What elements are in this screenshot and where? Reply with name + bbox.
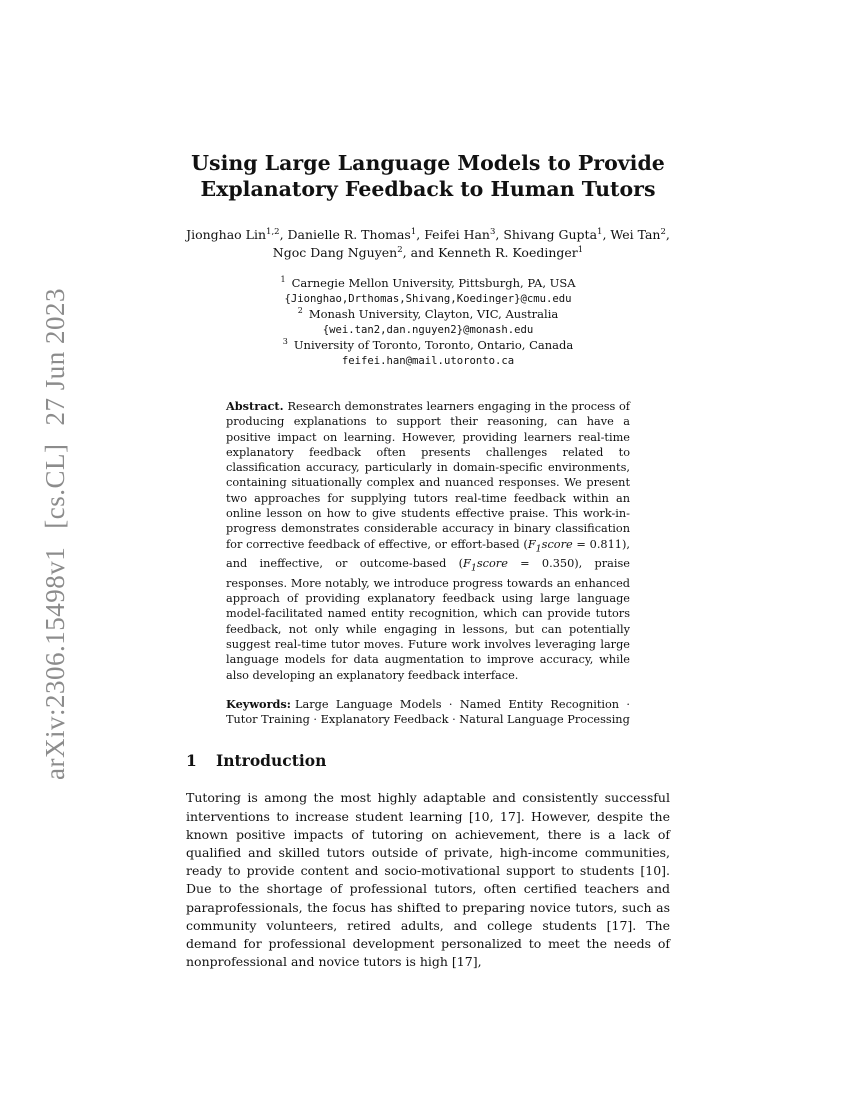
author-affiliation-mark: 1: [410, 226, 417, 237]
affiliation-name: Monash University, Clayton, VIC, Australia: [308, 307, 559, 321]
author-name: Jionghao Lin: [186, 227, 267, 242]
f1-symbol: [527, 537, 573, 554]
author-affiliation-mark: 1,2: [266, 226, 280, 237]
f1-symbol: [463, 557, 508, 574]
arxiv-identifier-stamp: [40, 280, 70, 780]
affiliation-number: 1: [280, 275, 286, 285]
affiliation-row: [186, 307, 670, 323]
author-affiliation-mark: 2: [660, 226, 666, 237]
section-number: 1: [186, 751, 197, 771]
f1-score-word: score: [541, 537, 573, 551]
keywords-text: Large Language Models · Named Entity Recognition · Tutor Training · Explanatory Feedback · Natural Language Processing: [226, 697, 630, 727]
author-affiliation-mark: 3: [489, 226, 496, 237]
affiliation-name: Carnegie Mellon University, Pittsburgh, PA, USA: [291, 276, 576, 290]
author-name: Feifei Han: [424, 227, 490, 242]
author-name: Kenneth R. Koedinger: [438, 245, 578, 260]
abstract: [226, 399, 630, 683]
title-line-2: Explanatory Feedback to Human Tutors: [200, 177, 656, 201]
arxiv-id: arXiv:2306.15498v1: [40, 546, 70, 780]
f1-score-word: score: [476, 557, 508, 571]
abstract-text-part-1: Research demonstrates learners engaging in the process of producing explanations to support their reasoning, can have a positive impact on learning. However, providing learners real-time explanatory feedback often presents challenges related to classification accuracy, particularly in domain-specific environments, containing situationally complex and nuanced responses. We present two approaches for supplying tutors real-time feedback within an online lesson on how to give students effective praise. This work-in-progress demonstrates considerable accuracy in binary classification for corrective feedback of effective, or effort-based (: [226, 400, 630, 551]
author-affiliation-mark: 1: [577, 244, 584, 255]
author-name: Wei Tan: [610, 227, 661, 242]
author-list: Jionghao Lin$^{1,2}$, Danielle R. Thomas$^1$, Feifei Han$^3$, Shivang Gupta$^1$, Wei Tan$^2$, Ngoc Dang Nguyen$^2$, and Kenneth R. Koedinger$^1$: [186, 226, 670, 260]
abstract-label: Abstract.: [226, 399, 284, 413]
author-conjunction: and: [410, 245, 435, 260]
arxiv-category: [cs.CL]: [40, 443, 70, 529]
author-affiliation-mark: 2: [397, 244, 403, 255]
title-line-1: Using Large Language Models to Provide: [191, 151, 665, 175]
f1-letter: F: [463, 557, 471, 571]
affiliation-name: University of Toronto, Toronto, Ontario, Canada: [293, 338, 574, 352]
section-heading-introduction: [186, 751, 670, 771]
paper-title: [186, 150, 670, 202]
author-affiliation-mark: 1: [597, 226, 603, 237]
paper-page: [186, 150, 670, 971]
intro-paragraph: Tutoring is among the most highly adaptable and consistently successful interventions to increase student learning [10, 17]. However, despite the known positive impacts of tutoring on achievement, there is a lack of qualified and skilled tutors outside of private, high-income communities, ready to provide content and socio-motivational support to students [10]. Due to the shortage of professional tutors, often certified teachers and paraprofessionals, the focus has shifted to preparing novice tutors, such as community volunteers, retired adults, and college students [17]. The demand for professional development personalized to meet the needs of nonprofessional and novice tutors is high [17],: [186, 790, 670, 970]
author-name: Ngoc Dang Nguyen: [272, 245, 398, 260]
affiliation-email: {Jionghao,Drthomas,Shivang,Koedinger}@cmu.edu: [284, 292, 572, 305]
author-name: Shivang Gupta: [503, 227, 598, 242]
f1-letter: F: [527, 537, 536, 551]
affiliation-number: 2: [297, 306, 303, 316]
keywords: [226, 697, 630, 728]
arxiv-date: 27 Jun 2023: [40, 288, 70, 426]
affiliation-email: feifei.han@mail.utoronto.ca: [341, 354, 515, 367]
f1-subscript: 1: [535, 542, 542, 554]
affiliation-email: {wei.tan2,dan.nguyen2}@monash.edu: [322, 323, 534, 336]
abstract-text-part-3: = 0.350), praise responses. More notably, we introduce progress towards an enhanced approach of providing explanatory feedback using large language model-facilitated named entity recognition, which can provide tutors feedback, not only while engaging in lessons, but can potentially suggest real-time tutor moves. Future work involves leveraging large language models for data augmentation to improve accuracy, while also developing an explanatory feedback interface.: [226, 557, 630, 682]
affiliation-row: [186, 276, 670, 292]
affiliation-list: [186, 276, 670, 369]
affiliation-row: [186, 338, 670, 354]
affiliation-number: 3: [282, 337, 288, 347]
f1-subscript: 1: [470, 562, 477, 574]
abstract-text-part-2: = 0.811), and ineffective, or outcome-based (: [226, 537, 630, 571]
keywords-label: Keywords:: [226, 696, 291, 711]
section-title: Introduction: [216, 751, 327, 771]
author-name: Danielle R. Thomas: [287, 227, 411, 242]
